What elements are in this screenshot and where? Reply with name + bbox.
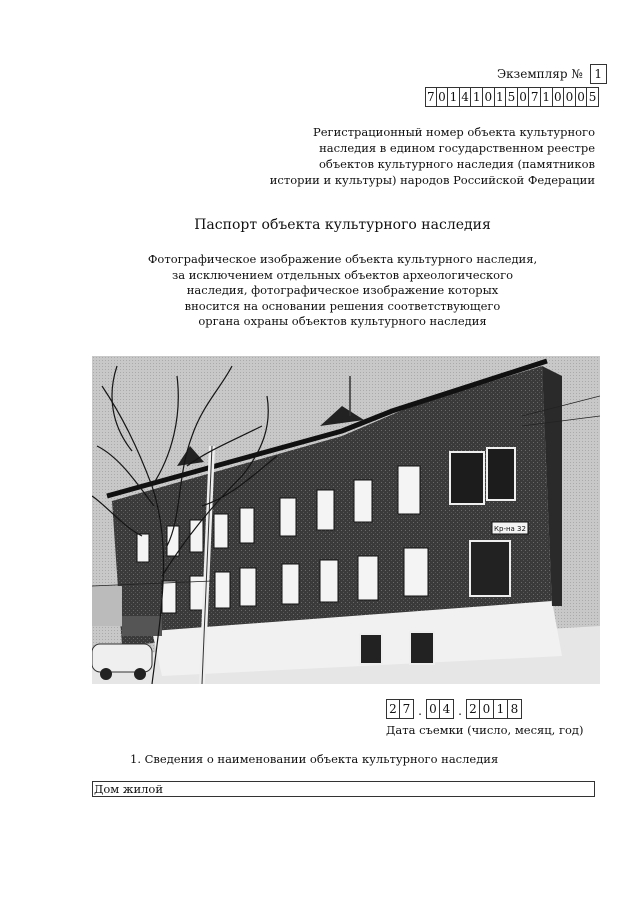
- caption-line: Регистрационный номер объекта культурного: [313, 125, 595, 139]
- caption-line: за исключением отдельных объектов археологического: [171, 267, 514, 282]
- date-digit: 7: [400, 699, 414, 719]
- date-day: [386, 699, 414, 720]
- registration-digit: 5: [587, 87, 599, 107]
- street-sign-text: Кр-на 32: [494, 525, 526, 533]
- caption-line: объектов культурного наследия (памятников: [319, 157, 595, 171]
- photo-caption: [0, 252, 640, 330]
- building-photo: [92, 356, 600, 684]
- date-digit: 2: [386, 699, 400, 719]
- registration-number-cells: [425, 87, 599, 107]
- caption-line: вносится на основании решения соответствующего: [184, 298, 501, 313]
- caption-line: наследия в едином государственном реестре: [319, 141, 595, 155]
- date-separator: .: [458, 704, 462, 718]
- document-title: Паспорт объекта культурного наследия: [194, 217, 491, 233]
- registration-digit: 0: [564, 87, 576, 107]
- registration-digit: 1: [495, 87, 507, 107]
- registration-digit: 1: [541, 87, 553, 107]
- registration-caption: [255, 124, 595, 188]
- registration-digit: 1: [448, 87, 460, 107]
- registration-digit: 0: [553, 87, 565, 107]
- copy-label: Экземпляр №: [497, 67, 583, 81]
- caption-line: органа охраны объектов культурного наследия: [198, 314, 487, 328]
- date-digit: 0: [426, 699, 440, 719]
- caption-line: истории и культуры) народов Российской Федерации: [269, 173, 595, 187]
- registration-digit: 5: [506, 87, 518, 107]
- object-name-field: Дом жилой: [92, 781, 595, 797]
- caption-line: Фотографическое изображение объекта культурного наследия,: [147, 252, 538, 266]
- registration-digit: 1: [471, 87, 483, 107]
- registration-digit: 7: [529, 87, 541, 107]
- copy-number-cell: 1: [590, 64, 607, 84]
- registration-digit: 0: [483, 87, 495, 107]
- section-1-heading: 1. Сведения о наименовании объекта культурного наследия: [130, 752, 499, 766]
- building-photo-svg: [92, 356, 600, 684]
- date-digit: 2: [466, 699, 480, 719]
- registration-digit: 4: [460, 87, 472, 107]
- date-digit: 1: [494, 699, 508, 719]
- date-year: [466, 699, 522, 720]
- date-month: [426, 699, 454, 720]
- caption-line: наследия, фотографическое изображение которых: [186, 283, 499, 297]
- date-digit: 4: [440, 699, 454, 719]
- date-caption: Дата съемки (число, месяц, год): [386, 723, 584, 737]
- registration-digit: 0: [576, 87, 588, 107]
- registration-digit: 0: [437, 87, 449, 107]
- date-separator: .: [418, 704, 422, 718]
- registration-digit: 7: [425, 87, 437, 107]
- copy-number-block: [497, 64, 607, 84]
- date-digit: 0: [480, 699, 494, 719]
- registration-digit: 0: [518, 87, 530, 107]
- date-digit: 8: [508, 699, 522, 719]
- photo-date: [386, 699, 522, 720]
